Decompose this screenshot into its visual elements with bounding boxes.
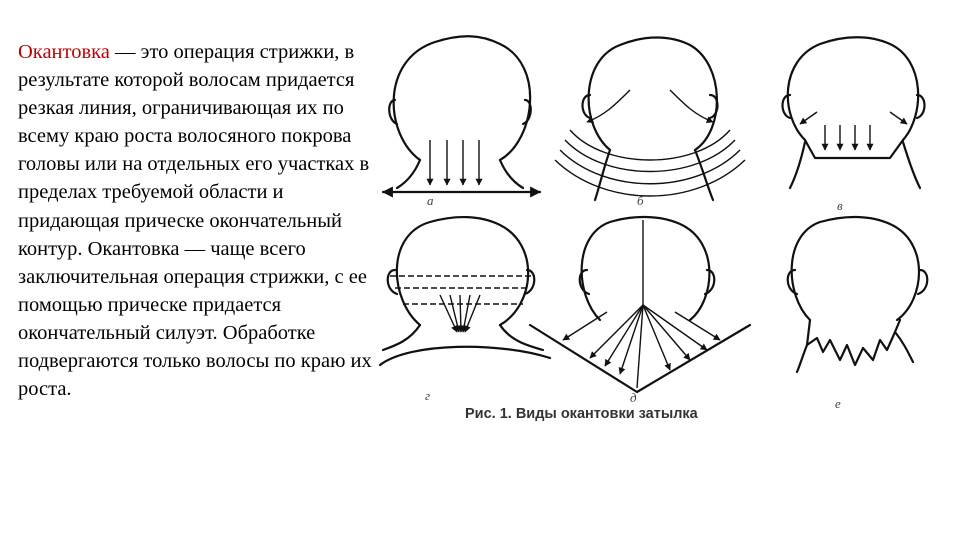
definition-body: — это операция стрижки, в результате которой волосам придается резкая линия, ограничивающая их по всему краю роста волосяного покрова головы или на отдельных его участках в пределах требуемой области и придающая прическе окончательный контур. Окантовка — чаще всего заключительная операция стрижки, с ее помощью прическе придается окончательный силуэт. Обработке подвергаются только волосы по краю их роста. (18, 41, 372, 401)
figure-caption: Рис. 1. Виды окантовки затылка (465, 406, 698, 422)
label-a: а (427, 193, 434, 208)
label-g: г (425, 388, 431, 403)
edging-illustration (375, 20, 935, 440)
head-d (530, 217, 750, 405)
head-a (383, 36, 540, 208)
term-highlight: Окантовка (18, 41, 110, 63)
edging-figure (375, 20, 935, 440)
head-e (788, 217, 928, 411)
label-d: д (630, 390, 637, 405)
head-v (783, 37, 925, 213)
label-e: е (835, 396, 841, 411)
label-v: в (837, 198, 843, 213)
head-b (555, 38, 745, 209)
definition-text (18, 38, 380, 403)
head-g (380, 217, 550, 403)
label-b: б (637, 193, 644, 208)
